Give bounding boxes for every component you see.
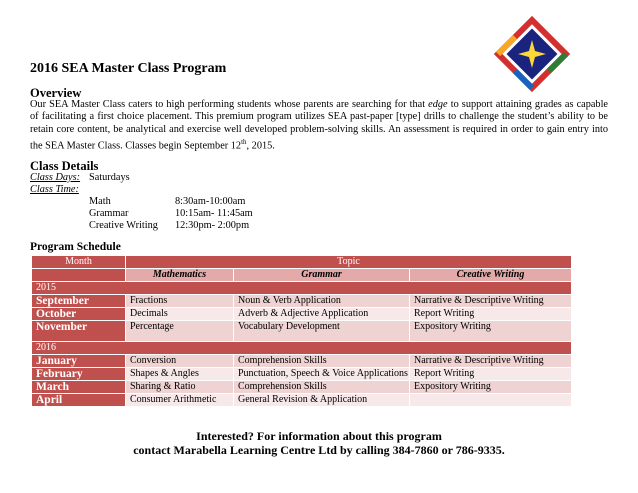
grammar-cell: Comprehension Skills <box>234 381 410 394</box>
time-value: 8:30am-10:00am <box>175 196 246 207</box>
math-cell: Sharing & Ratio <box>126 381 234 394</box>
contact-line-1: Interested? For information about this program <box>196 429 442 443</box>
month-cell: October <box>32 308 126 321</box>
writing-cell: Narrative & Descriptive Writing <box>410 355 572 368</box>
time-subject: Math <box>89 196 111 207</box>
time-subject: Creative Writing <box>89 220 158 231</box>
overview-text-1: Our SEA Master Class caters to high performing students whose parents are searching for that <box>30 99 429 110</box>
class-time-label: Class Time: <box>30 184 79 195</box>
class-days-label: Class Days: <box>30 172 81 183</box>
math-cell: Conversion <box>126 355 234 368</box>
schedule-heading: Program Schedule <box>30 241 121 253</box>
month-cell: September <box>32 295 126 308</box>
table-header-row <box>32 256 572 269</box>
overview-superscript: th <box>241 138 247 147</box>
overview-text-3: , 2015. <box>246 140 275 152</box>
grammar-cell: Comprehension Skills <box>234 355 410 368</box>
overview-emphasis: edge <box>428 99 448 110</box>
logo <box>492 14 572 94</box>
table-row <box>32 394 572 407</box>
writing-cell: Report Writing <box>410 308 572 321</box>
writing-cell: Expository Writing <box>410 381 572 394</box>
schedule-table <box>31 255 572 407</box>
logo-icon <box>492 14 572 94</box>
month-cell: February <box>32 368 126 381</box>
month-column-header: Month <box>32 256 126 269</box>
time-value: 10:15am- 11:45am <box>175 208 253 219</box>
month-cell: November <box>32 321 126 342</box>
math-cell: Percentage <box>126 321 234 342</box>
year-label: 2015 <box>32 282 572 295</box>
table-row <box>32 355 572 368</box>
table-row <box>32 381 572 394</box>
table-subheader-row <box>32 269 572 282</box>
overview-text-2: to support attaining grades as capable of facilitating a first choice placement. This premium program utilizes SEA past-paper [type] drills to challenge the student’s ability to be retain core content, be analytical and exercise well developed problem-solving skills. An assessment is required in order to gain entry into the SEA Master Class. Classes begin September 12 <box>30 99 609 152</box>
topic-column-header: Topic <box>126 256 572 269</box>
grammar-cell: Noun & Verb Application <box>234 295 410 308</box>
grammar-cell: General Revision & Application <box>234 394 410 407</box>
subheader-grammar: Grammar <box>234 269 410 282</box>
table-row <box>32 308 572 321</box>
overview-heading: Overview <box>30 86 82 100</box>
month-cell: April <box>32 394 126 407</box>
writing-cell: Report Writing <box>410 368 572 381</box>
time-subject: Grammar <box>89 208 129 219</box>
year-label: 2016 <box>32 342 572 355</box>
grammar-cell: Adverb & Adjective Application <box>234 308 410 321</box>
overview-paragraph <box>30 99 608 153</box>
math-cell: Decimals <box>126 308 234 321</box>
subheader-mathematics: Mathematics <box>126 269 234 282</box>
writing-cell <box>410 394 572 407</box>
subheader-creative-writing: Creative Writing <box>410 269 572 282</box>
subheader-blank <box>32 269 126 282</box>
month-cell: March <box>32 381 126 394</box>
class-days-value: Saturdays <box>89 172 130 183</box>
table-row <box>32 368 572 381</box>
writing-cell: Narrative & Descriptive Writing <box>410 295 572 308</box>
grammar-cell: Vocabulary Development <box>234 321 410 342</box>
contact-line-2: contact Marabella Learning Centre Ltd by calling 384-7860 or 786-9335. <box>133 443 505 457</box>
class-details-heading: Class Details <box>30 159 99 173</box>
grammar-cell: Punctuation, Speech & Voice Applications <box>234 368 410 381</box>
year-row <box>32 282 572 295</box>
math-cell: Shapes & Angles <box>126 368 234 381</box>
table-row <box>32 321 572 342</box>
math-cell: Consumer Arithmetic <box>126 394 234 407</box>
page-title: 2016 SEA Master Class Program <box>30 61 227 76</box>
time-value: 12:30pm- 2:00pm <box>175 220 250 231</box>
writing-cell: Expository Writing <box>410 321 572 342</box>
year-row <box>32 342 572 355</box>
table-row <box>32 295 572 308</box>
math-cell: Fractions <box>126 295 234 308</box>
month-cell: January <box>32 355 126 368</box>
